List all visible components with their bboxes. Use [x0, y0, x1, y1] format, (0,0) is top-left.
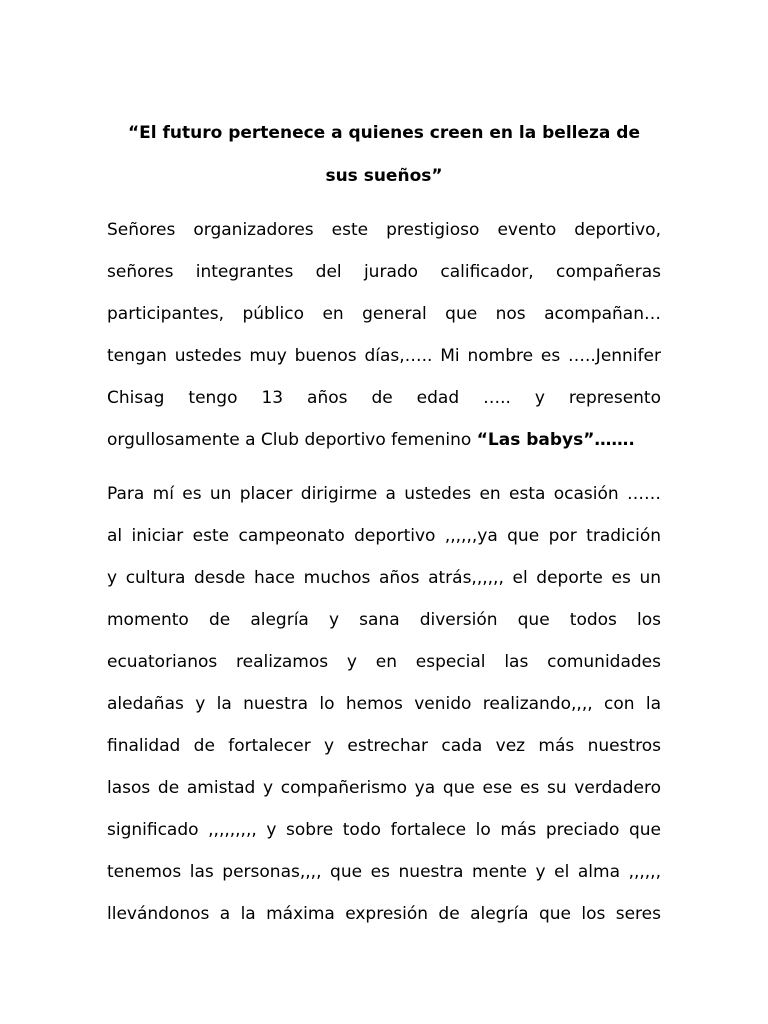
text-line: Señores organizadores este prestigioso evento deportivo, [107, 220, 661, 240]
text-line: significado ,,,,,,,,, y sobre todo fortalece lo más preciado que [107, 820, 661, 840]
text-line: participantes, público en general que nos acompañan… [107, 304, 661, 324]
text-line [107, 430, 661, 451]
text-line-prefix: orgullosamente a Club deportivo femenino [107, 430, 477, 450]
text-line: lasos de amistad y compañerismo ya que ese es su verdadero [107, 778, 661, 798]
text-line: finalidad de fortalecer y estrechar cada vez más nuestros [107, 736, 661, 756]
text-line: ecuatorianos realizamos y en especial las comunidades [107, 652, 661, 672]
document-title-line-2: sus sueños” [325, 166, 443, 186]
text-line: Para mí es un placer dirigirme a ustedes en esta ocasión …… [107, 484, 661, 504]
document-title-line-1: “El futuro pertenece a quienes creen en la belleza de [127, 123, 640, 143]
text-line: y cultura desde hace muchos años atrás,,,,,, el deporte es un [107, 568, 661, 588]
text-line: momento de alegría y sana diversión que todos los [107, 610, 661, 630]
text-line: Chisag tengo 13 años de edad ….. y represento [107, 388, 661, 408]
text-line: llevándonos a la máxima expresión de alegría que los seres [107, 904, 661, 924]
text-line: al iniciar este campeonato deportivo ,,,,,,ya que por tradición [107, 526, 661, 546]
text-line: tenemos las personas,,,, que es nuestra mente y el alma ,,,,,, [107, 862, 661, 882]
text-line: señores integrantes del jurado calificador, compañeras [107, 262, 661, 282]
club-name: “Las babys”……. [476, 430, 635, 450]
text-line: aledañas y la nuestra lo hemos venido realizando,,,, con la [107, 694, 661, 714]
text-line: tengan ustedes muy buenos días,….. Mi nombre es …..Jennifer [107, 346, 661, 366]
